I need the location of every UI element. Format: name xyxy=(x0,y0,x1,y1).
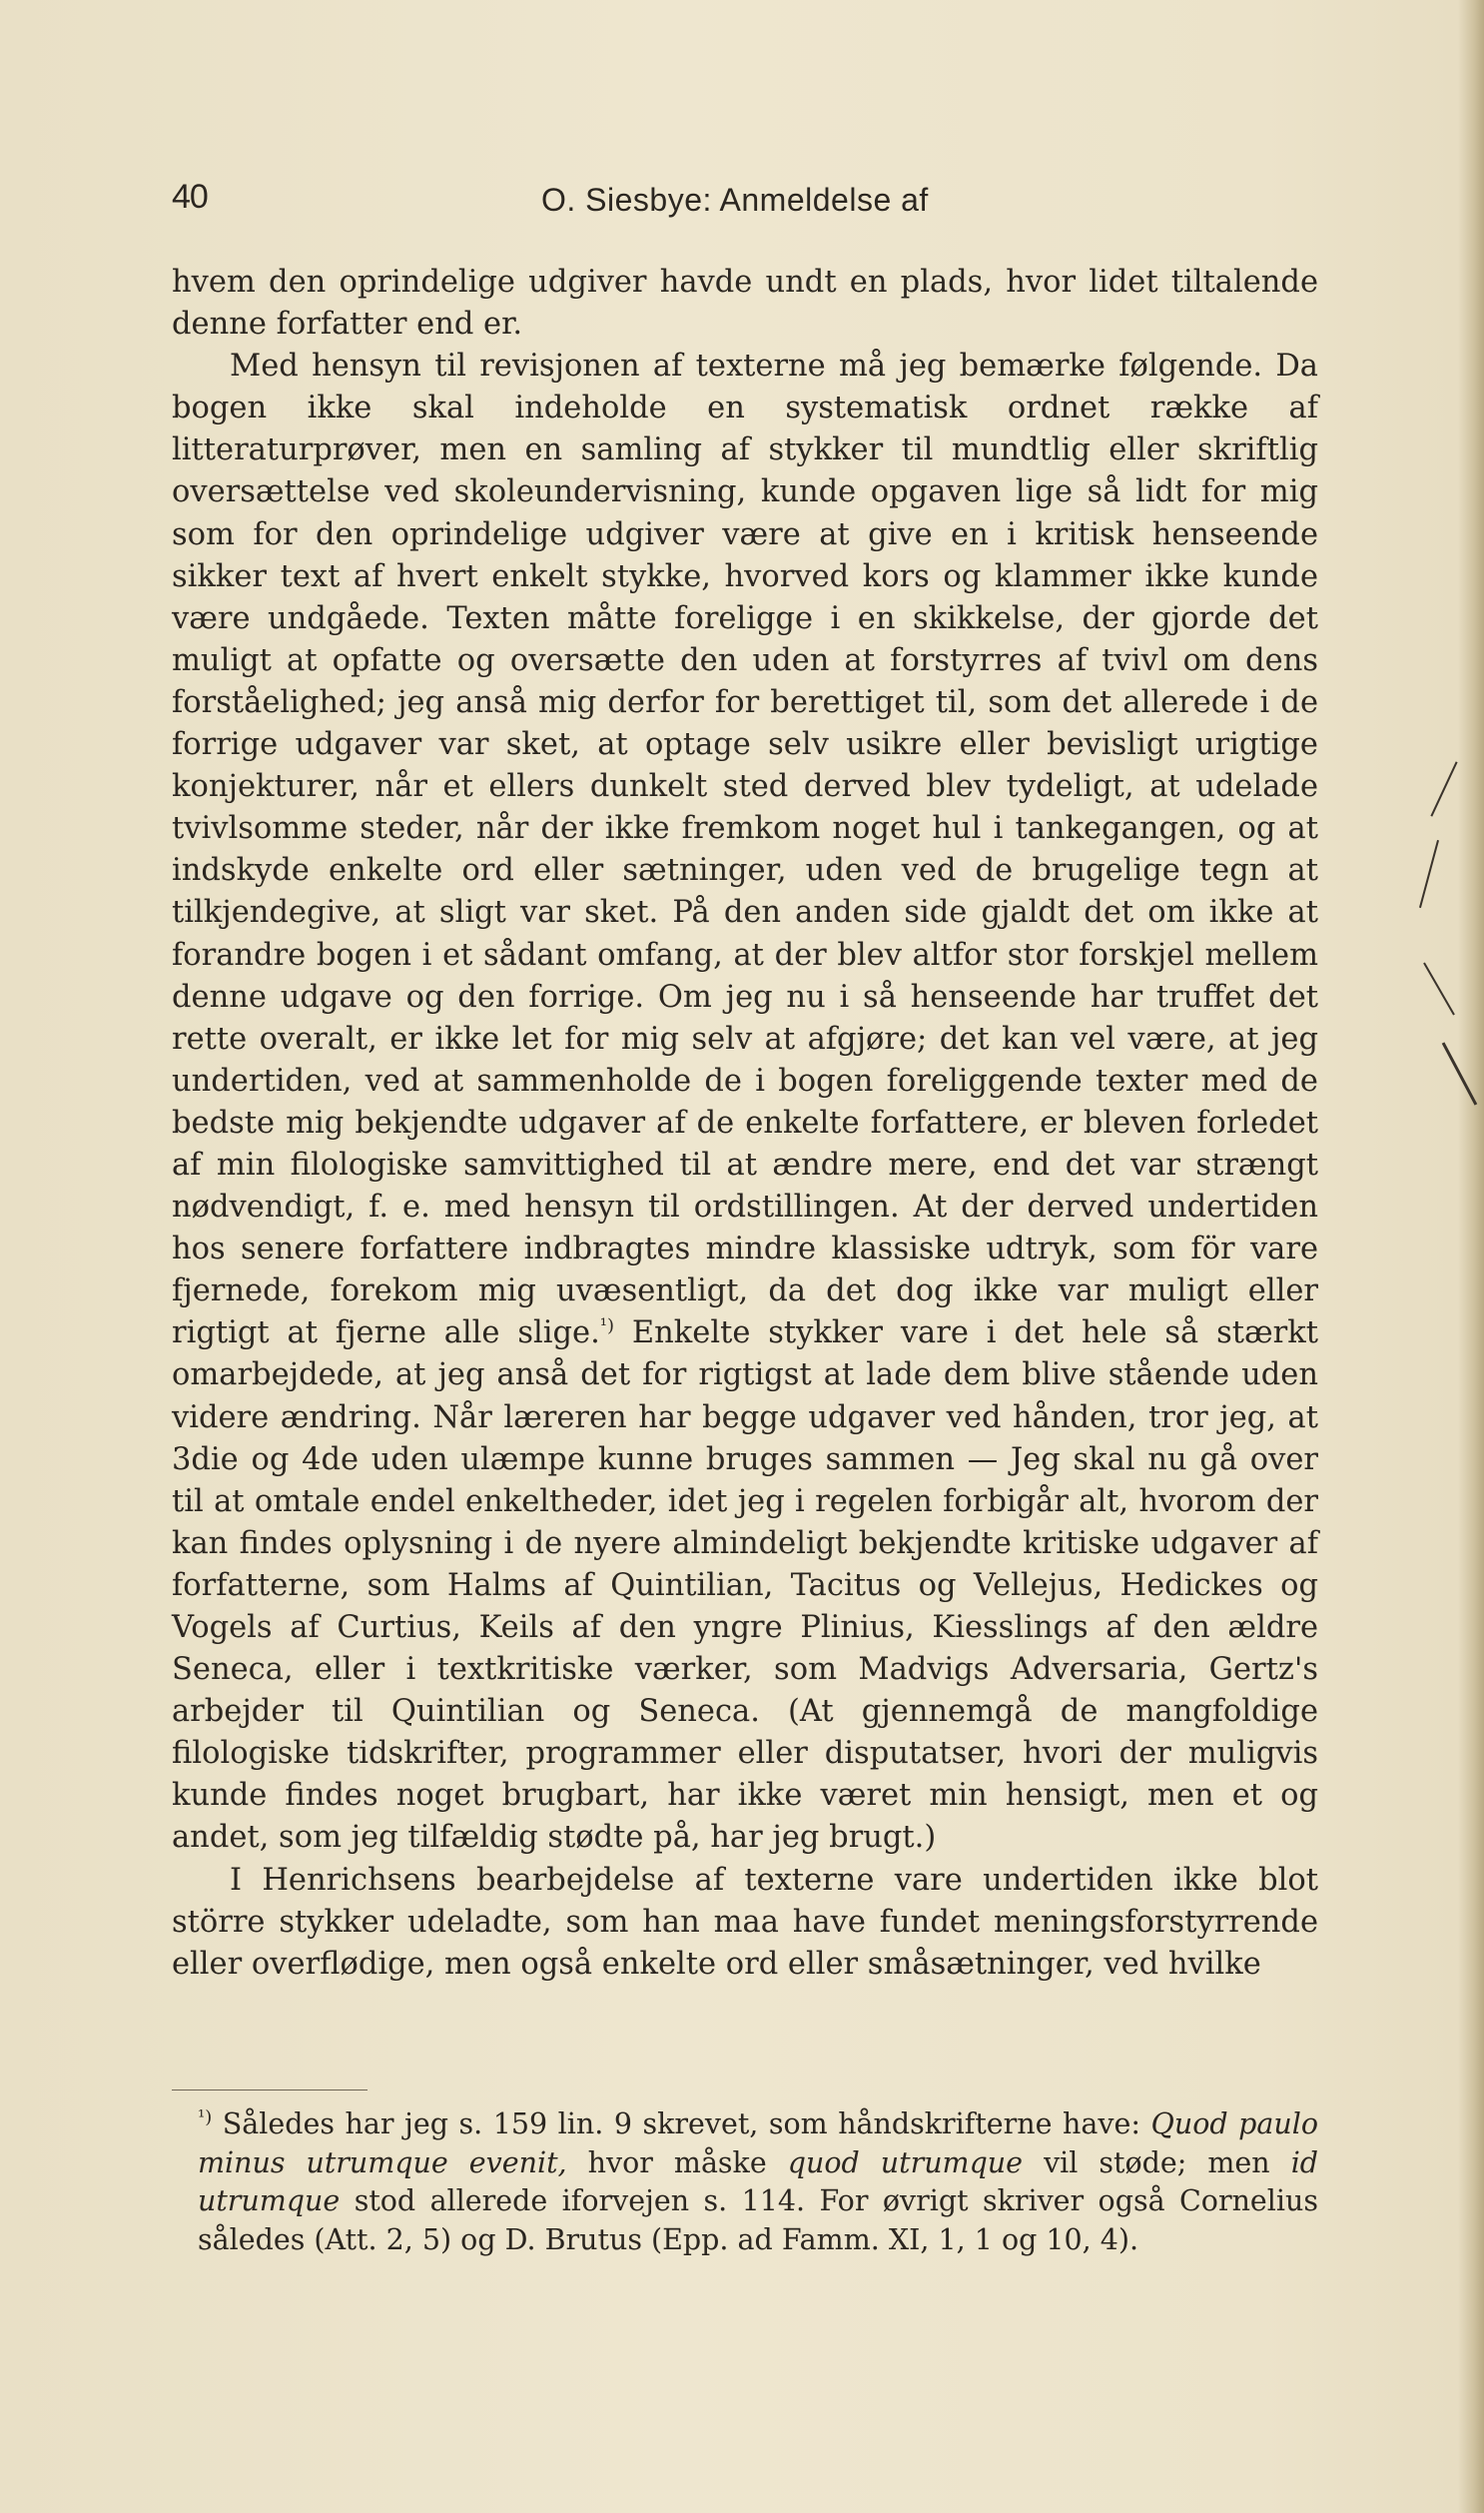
footnote-text-4: stod allerede iforvejen s. 114. For øvrigt skriver også Cornelius således (Att. 2, 5) og D. Brutus (Epp. ad Famm. XI, 1, 1 og 10, 4). xyxy=(198,2184,1318,2256)
paragraph-revision-cont: Enkelte stykker vare i det hele så stærkt omarbejdede, at jeg anså det for rigtigst at lade dem blive stående uden videre ændring. Når læreren har begge udgaver ved hånden, tror jeg, at 3die og 4de uden ulæmpe kunne bruges sammen — Jeg skal nu gå over til at omtale endel enkeltheder, idet jeg i regelen forbigår alt, hvorom der kan findes oplysning i de nyere almindeligt bekjendte kritiske udgaver af forfatterne, som Halms af Quintilian, Tacitus og Vellejus, Hedickes og Vogels af Curtius, Keils af den yngre Plinius, Kiesslings af den ældre Seneca, eller i textkritiske værker, som Madvigs Adversaria, Gertz's arbejder til Quintilian og Seneca. (At gjennemgå de mangfoldige filologiske tidskrifter, programmer eller disputatser, hvori der muligvis kunde findes noget brugbart, har ikke været min hensigt, men et og andet, som jeg tilfældig stødte på, har jeg brugt.) xyxy=(172,1315,1318,1856)
footnote-quote-3: id utrumque xyxy=(198,2145,1319,2217)
margin-mark xyxy=(1419,840,1439,908)
footnote-marker: ¹) xyxy=(198,2106,213,2128)
footnote-quote-2: quod utrumque xyxy=(787,2145,1024,2179)
body-text xyxy=(172,262,1318,1986)
footnote xyxy=(198,2105,1318,2259)
footnote-separator xyxy=(172,2090,368,2091)
page-edge-shadow xyxy=(1458,0,1484,2513)
paragraph-henrichsen: I Henrichsens bearbejdelse af texterne vare undertiden ikke blot större stykker udeladte, som han maa have fundet meningsforstyrrende eller overflødige, men også enkelte ord eller småsætninger, ved hvilke xyxy=(172,1862,1318,1982)
footnote-text-3: vil støde; men xyxy=(1044,2145,1270,2179)
paragraph-revision xyxy=(172,346,1318,1859)
footnote-reference: ¹) xyxy=(599,1315,615,1337)
paragraph-revision-text: Med hensyn til revisjonen af texterne må jeg bemærke følgende. Da bogen ikke skal indeholde en systematisk ordnet række af litteraturprøver, men en samling af stykker til mundtlig eller skriftlig oversættelse ved skoleundervisning, kunde opgaven lige så lidt for mig som for den oprindelige udgiver være at give en i kritisk henseende sikker text af hvert enkelt stykke, hvorved kors og klammer ikke kunde være undgåede. Texten måtte foreligge i en skikkelse, der gjorde det muligt at opfatte og oversætte den uden at forstyrres af tvivl om dens forståelighed; jeg anså mig derfor for berettiget til, som det allerede i de forrige udgaver var sket, at optage selv usikre eller bevisligt urigtige konjekturer, når et ellers dunkelt sted derved blev tydeligt, at udelade tvivlsomme steder, når der ikke fremkom noget hul i tankegangen, og at indskyde enkelte ord eller sætninger, uden ved de brugelige tegn at tilkjendegive, at sligt var sket. På den anden side gjaldt det om ikke at forandre bogen i et sådant omfang, at der blev altfor stor forskjel mellem denne udgave og den forrige. Om jeg nu i så henseende har truffet det rette overalt, er ikke let for mig selv at afgjøre; det kan vel være, at jeg undertiden, ved at sammenholde de i bogen foreliggende texter med de bedste mig bekjendte udgaver af de enkelte forfattere, er bleven forledet af min filologiske samvittighed til at ændre mere, end det var strængt nødvendigt, f. e. med hensyn til ordstillingen. At der derved undertiden hos senere forfattere indbragtes mindre klassiske udtryk, som för vare fjernede, forekom mig uvæsentligt, da det dog ikke var muligt eller rigtigt at fjerne alle slige. xyxy=(172,349,1318,1351)
page-number: 40 xyxy=(172,178,208,216)
page-header xyxy=(172,178,1320,228)
footnote-text-1: Således har jeg s. 159 lin. 9 skrevet, som håndskrifterne have: xyxy=(222,2107,1140,2140)
footnote-paragraph xyxy=(198,2105,1318,2259)
footnote-quote-1: Quod paulo minus utrumque evenit, xyxy=(198,2107,1318,2179)
paragraph-continuation: hvem den oprindelige udgiver havde undt en plads, hvor lidet tiltalende denne forfatter end er. xyxy=(172,265,1318,343)
margin-mark xyxy=(1423,963,1455,1016)
footnote-text-2: hvor måske xyxy=(587,2145,767,2179)
running-title: O. Siesbye: Anmeldelse af xyxy=(541,182,929,218)
margin-mark xyxy=(1430,761,1457,816)
